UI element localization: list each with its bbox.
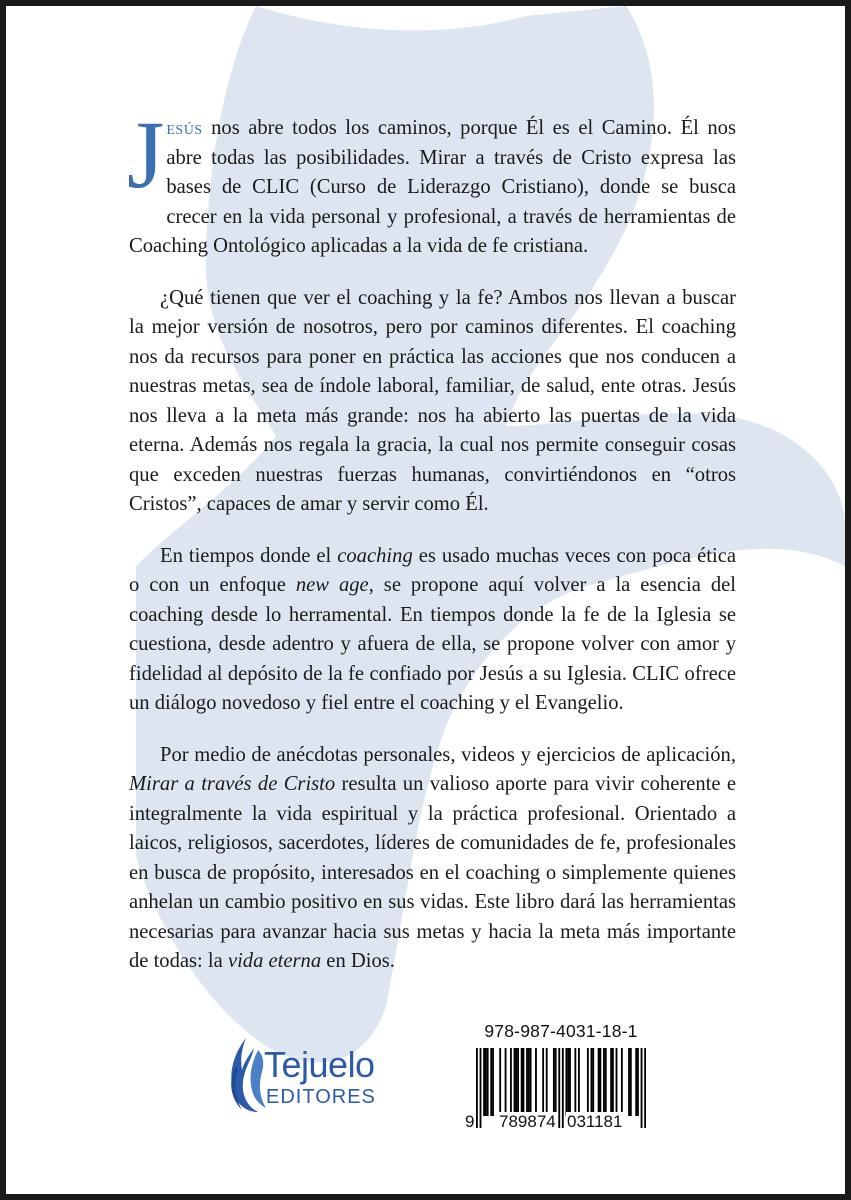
- barcode-bar: [591, 1048, 593, 1116]
- lead-word: esús: [166, 117, 203, 139]
- back-cover-text: [127, 101, 737, 999]
- barcode-bar: [505, 1048, 507, 1116]
- barcode-bar: [530, 1048, 532, 1116]
- isbn-label: 978-987-4031-18-1: [484, 1021, 638, 1041]
- barcode-bar: [485, 1048, 487, 1116]
- barcode-bar: [635, 1048, 637, 1116]
- barcode-digits-right: 031181: [567, 1112, 623, 1131]
- barcode-bar: [605, 1048, 607, 1116]
- barcode-bar: [514, 1048, 516, 1116]
- barcode-bar: [510, 1048, 512, 1116]
- paragraph-4-italic-title: Mirar a través de Cristo: [129, 773, 336, 795]
- barcode-bar: [499, 1048, 501, 1116]
- barcode-bar: [567, 1048, 569, 1116]
- barcode-bar: [603, 1048, 605, 1116]
- paragraph-4: [129, 741, 736, 977]
- barcode-bar: [483, 1048, 485, 1116]
- barcode-bar: [599, 1048, 601, 1116]
- paragraph-1-text: nos abre todos los caminos, porque Él es el Camino. Él nos abre todas las posibilidades. Mirar a través de Cristo expresa las bases de CLIC (Curso de Liderazgo Cristiano), donde se busca crecer en la vida personal y profesional, a través de herramientas de Coaching Ontológico aplicadas a la vida de fe cristiana.: [129, 117, 736, 257]
- barcode-bar: [565, 1048, 567, 1116]
- barcode-bar: [628, 1048, 630, 1116]
- barcode-bar: [492, 1048, 494, 1116]
- paragraph-4-text-e: en Dios.: [321, 950, 395, 972]
- barcode-bar: [592, 1048, 594, 1116]
- paragraph-4-text-a: Por medio de anécdotas personales, videos y ejercicios de aplicación,: [160, 743, 736, 766]
- drop-cap: J: [127, 101, 165, 208]
- barcode-bar: [546, 1048, 548, 1116]
- barcode-bar: [574, 1048, 576, 1116]
- publisher-logo: [224, 1036, 394, 1116]
- barcode-bar: [569, 1048, 571, 1116]
- paragraph-3-italic-new-age: new age: [295, 574, 369, 596]
- barcode-bar: [630, 1048, 632, 1116]
- barcode-bar: [535, 1048, 537, 1116]
- barcode-bar: [517, 1048, 519, 1116]
- barcode-bar: [616, 1048, 618, 1116]
- barcode-bar: [487, 1048, 489, 1116]
- barcode-digits: [465, 1112, 646, 1134]
- barcode-bar: [610, 1048, 612, 1116]
- publisher-name: Tejuelo: [264, 1044, 375, 1085]
- barcode-bar: [612, 1048, 614, 1116]
- flame-icon: [224, 1036, 268, 1114]
- barcode-bar: [587, 1048, 589, 1116]
- barcode-bar: [598, 1048, 600, 1116]
- paragraph-3: [129, 542, 736, 719]
- barcode-bar: [555, 1048, 557, 1116]
- paragraph-4-text-c: resulta un valioso aporte para vivir coherente e integralmente la vida espiritual y la práctica profesional. Orientado a laicos, religiosos, sacerdotes, líderes de comunidades de fe, profesionales en busca de propósito, interesados en el coaching o simplemente quienes anhelan un cambio positivo en sus vidas. Este libro dará las herramientas necesarias para avanzar hacia sus metas y hacia la meta más importante de todas: la: [129, 773, 736, 972]
- paragraph-3-text-e: , se propone aquí volver a la esencia del coaching desde lo herramental. En tiempos donde la fe de la Iglesia se cuestiona, desde adentro y afuera de ella, se propone volver con amor y fidelidad al depósito de la fe confiado por Jesús a su Iglesia. CLIC ofrece un diálogo novedoso y fiel entre el coaching y el Evangelio.: [129, 574, 737, 714]
- paragraph-3-text-c: es usado muchas veces con poca ética o con un enfoque: [129, 544, 736, 596]
- barcode-bar: [621, 1048, 623, 1116]
- barcode-bar: [523, 1048, 525, 1116]
- paragraph-2: ¿Qué tienen que ver el coaching y la fe? Ambos nos llevan a buscar la mejor versión de nosotros, pero por caminos diferentes. El coaching nos da recursos para poner en práctica las acciones que nos conducen a nuestras metas, sea de índole laboral, familiar, de salud, ente otras. Jesús nos lleva a la meta más grande: nos ha abierto las puertas de la vida eterna. Además nos regala la gracia, la cual nos permite conseguir cosas que exceden nuestras fuerzas humanas, convirtiéndonos en “otros Cristos”, capaces de amar y servir como Él.: [129, 286, 736, 515]
- barcode-bar: [515, 1048, 517, 1116]
- barcode-bar: [526, 1048, 528, 1116]
- barcode-bar: [528, 1048, 530, 1116]
- paragraph-3-italic-coaching: coaching: [337, 544, 413, 567]
- publisher-subtitle: EDITORES: [266, 1086, 376, 1108]
- barcode-digits-left: 789874: [499, 1112, 556, 1131]
- isbn-barcode: [465, 1021, 646, 1134]
- paragraph-1: [127, 101, 736, 262]
- barcode-bar: [490, 1048, 492, 1116]
- barcode-digit-first: 9: [465, 1112, 475, 1131]
- barcode-bar: [637, 1048, 639, 1116]
- paragraph-4-italic-vida-eterna: vida eterna: [227, 950, 322, 972]
- barcode-bar: [542, 1048, 544, 1116]
- barcode-bar: [553, 1048, 555, 1116]
- paragraph-3-text-a: En tiempos donde el: [160, 544, 338, 567]
- barcode-bar: [578, 1048, 580, 1116]
- barcode-bar: [521, 1048, 523, 1116]
